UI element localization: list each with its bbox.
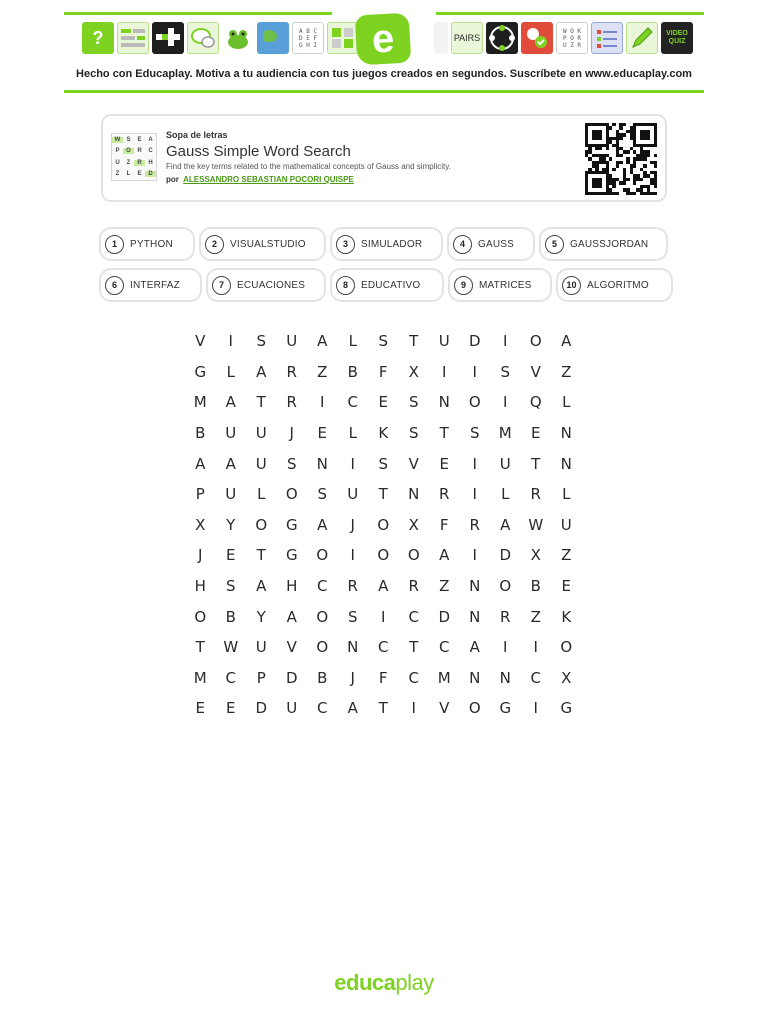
- grid-cell[interactable]: R: [500, 607, 511, 626]
- thumb-letter: R: [134, 160, 145, 166]
- word-list-row-1: [99, 227, 668, 261]
- grid-cell[interactable]: E: [531, 424, 541, 443]
- grid-cell[interactable]: B: [317, 668, 328, 687]
- thumb-letter: H: [148, 159, 153, 166]
- grid-cell[interactable]: J: [350, 515, 355, 534]
- grid-cell[interactable]: L: [562, 485, 571, 504]
- grid-cell[interactable]: U: [347, 485, 359, 504]
- word-text: INTERFAZ: [130, 279, 180, 291]
- activity-card: [101, 114, 667, 202]
- activity-type: Sopa de letras: [166, 130, 228, 140]
- pairs-icon: PAIRS: [451, 22, 483, 54]
- grid-cell[interactable]: A: [317, 332, 328, 351]
- thumb-letter: P: [115, 148, 120, 155]
- grid-cell[interactable]: I: [411, 699, 416, 718]
- grid-cell[interactable]: I: [472, 485, 477, 504]
- grid-cell[interactable]: I: [350, 454, 355, 473]
- grid-cell[interactable]: S: [469, 424, 480, 443]
- footer-logo: [0, 970, 768, 996]
- grid-cell[interactable]: O: [468, 699, 481, 718]
- word-pill: [448, 268, 552, 302]
- grid-cell[interactable]: G: [285, 546, 298, 565]
- grid-cell[interactable]: M: [193, 668, 207, 687]
- grid-cell[interactable]: A: [439, 546, 450, 565]
- grid-cell[interactable]: B: [195, 424, 206, 443]
- grid-cell[interactable]: U: [286, 699, 298, 718]
- grid-cell[interactable]: O: [316, 638, 329, 657]
- educaplay-logo: e: [355, 13, 412, 66]
- grid-cell[interactable]: X: [408, 515, 419, 534]
- grid-cell[interactable]: E: [317, 424, 327, 443]
- grid-cell[interactable]: D: [499, 546, 512, 565]
- video-quiz-icon: VIDEO QUIZ: [661, 22, 693, 54]
- thumb-letter: E: [137, 136, 142, 143]
- grid-cell[interactable]: M: [437, 668, 451, 687]
- grid-cell[interactable]: S: [378, 332, 389, 351]
- fill-blanks-icon: [117, 22, 149, 54]
- grid-cell[interactable]: Y: [226, 515, 236, 534]
- grid-cell[interactable]: Z: [439, 577, 450, 596]
- word-number: 9: [454, 276, 473, 295]
- grid-cell[interactable]: C: [408, 607, 419, 626]
- grid-cell[interactable]: O: [316, 546, 329, 565]
- grid-cell[interactable]: S: [347, 607, 358, 626]
- grid-cell[interactable]: U: [255, 454, 267, 473]
- thumb-letter: D: [145, 171, 156, 177]
- word-pill: [330, 268, 444, 302]
- grid-cell[interactable]: C: [317, 577, 328, 596]
- pencil-icon: [626, 22, 658, 54]
- grid-cell[interactable]: Z: [530, 607, 541, 626]
- grid-cell[interactable]: E: [378, 393, 388, 412]
- thumb-letter: C: [148, 148, 153, 155]
- grid-cell[interactable]: O: [194, 607, 207, 626]
- grid-cell[interactable]: D: [255, 699, 268, 718]
- grid-cell[interactable]: I: [442, 362, 447, 381]
- grid-cell[interactable]: U: [286, 332, 298, 351]
- word-search-grid: [185, 326, 582, 724]
- grid-cell[interactable]: U: [225, 424, 237, 443]
- grid-cell[interactable]: Z: [317, 362, 328, 381]
- grid-cell[interactable]: U: [255, 424, 267, 443]
- word-text: VISUALSTUDIO: [230, 238, 306, 250]
- word-number: 4: [453, 235, 472, 254]
- grid-cell[interactable]: A: [469, 638, 480, 657]
- grid-cell[interactable]: U: [560, 515, 572, 534]
- grid-cell[interactable]: O: [560, 638, 573, 657]
- grid-cell[interactable]: X: [530, 546, 541, 565]
- grid-cell[interactable]: A: [378, 577, 389, 596]
- thumb-letter: R: [137, 148, 142, 155]
- grid-cell[interactable]: H: [194, 577, 206, 596]
- thumb-letter: S: [126, 136, 131, 143]
- grid-cell[interactable]: V: [408, 454, 419, 473]
- grid-cell[interactable]: U: [255, 638, 267, 657]
- grid-cell[interactable]: N: [347, 638, 359, 657]
- grid-cell[interactable]: I: [320, 393, 325, 412]
- thumb-letter: A: [148, 136, 153, 143]
- qr-module: [654, 192, 657, 195]
- activity-title: Gauss Simple Word Search: [166, 143, 351, 160]
- grid-cell[interactable]: T: [378, 485, 388, 504]
- grid-cell[interactable]: T: [409, 332, 419, 351]
- game-icons-left: [82, 22, 359, 56]
- grid-cell[interactable]: A: [195, 454, 206, 473]
- word-text: GAUSSJORDAN: [570, 238, 649, 250]
- grid-cell[interactable]: T: [409, 638, 419, 657]
- grid-cell[interactable]: D: [438, 607, 451, 626]
- question-icon: ?: [82, 22, 114, 54]
- word-list-row-2: [99, 268, 673, 302]
- grid-cell[interactable]: L: [501, 485, 510, 504]
- word-pill: [330, 227, 443, 261]
- paper-icon: [434, 22, 448, 54]
- grid-cell[interactable]: I: [503, 638, 508, 657]
- grid-cell[interactable]: R: [530, 485, 541, 504]
- author-line: [166, 175, 354, 184]
- grid-cell[interactable]: L: [348, 332, 357, 351]
- grid-cell[interactable]: W: [528, 515, 544, 534]
- activity-description: Find the key terms related to the mathematical concepts of Gauss and simplicity.: [166, 162, 451, 171]
- grid-cell[interactable]: O: [468, 393, 481, 412]
- grid-cell[interactable]: R: [469, 515, 480, 534]
- memory-icon: [327, 22, 359, 54]
- grid-cell[interactable]: S: [256, 332, 267, 351]
- word-number: 3: [336, 235, 355, 254]
- grid-cell[interactable]: O: [285, 485, 298, 504]
- word-text: PYTHON: [130, 238, 173, 250]
- grid-cell[interactable]: A: [317, 515, 328, 534]
- grid-cell[interactable]: J: [289, 424, 294, 443]
- alphabet-grid-icon: A B C D E F G H I: [292, 22, 324, 54]
- grid-cell[interactable]: O: [316, 607, 329, 626]
- grid-cell[interactable]: O: [377, 546, 390, 565]
- grid-cell[interactable]: L: [562, 393, 571, 412]
- grid-cell[interactable]: R: [286, 362, 297, 381]
- author-link[interactable]: ALESSANDRO SEBASTIAN POCORI QUISPE: [183, 175, 354, 184]
- grid-cell[interactable]: I: [533, 699, 538, 718]
- grid-cell[interactable]: O: [499, 577, 512, 596]
- grid-cell[interactable]: F: [378, 668, 388, 687]
- grid-cell[interactable]: V: [195, 332, 206, 351]
- grid-cell[interactable]: E: [439, 454, 449, 473]
- grid-cell[interactable]: T: [256, 393, 266, 412]
- grid-cell[interactable]: L: [257, 485, 266, 504]
- word-number: 2: [205, 235, 224, 254]
- grid-cell[interactable]: U: [499, 454, 511, 473]
- grid-cell[interactable]: F: [378, 362, 388, 381]
- grid-cell[interactable]: I: [472, 546, 477, 565]
- header-top-line-left: [64, 12, 332, 15]
- list-icon: [591, 22, 623, 54]
- grid-cell[interactable]: L: [348, 424, 357, 443]
- grid-cell[interactable]: C: [317, 699, 328, 718]
- grid-cell[interactable]: N: [560, 454, 572, 473]
- grid-cell[interactable]: R: [408, 577, 419, 596]
- grid-cell[interactable]: G: [285, 515, 298, 534]
- thumb-letter: Z: [115, 171, 120, 178]
- grid-cell[interactable]: A: [256, 577, 267, 596]
- thumb-letter: E: [137, 171, 142, 178]
- grid-cell[interactable]: D: [468, 332, 481, 351]
- grid-cell[interactable]: A: [225, 454, 236, 473]
- header-top-line-right: [436, 12, 704, 15]
- grid-cell[interactable]: I: [381, 607, 386, 626]
- letter-soup-icon: W O K P O R U Z R: [556, 22, 588, 54]
- grid-cell[interactable]: T: [439, 424, 449, 443]
- word-pill: [99, 227, 195, 261]
- grid-cell[interactable]: N: [408, 485, 420, 504]
- grid-cell[interactable]: I: [533, 638, 538, 657]
- grid-cell[interactable]: A: [347, 699, 358, 718]
- grid-cell[interactable]: B: [347, 362, 358, 381]
- footer-logo-part-1: educa: [334, 970, 396, 995]
- grid-cell[interactable]: R: [347, 577, 358, 596]
- thumb-letter: L: [126, 171, 131, 178]
- grid-cell[interactable]: L: [226, 362, 235, 381]
- grid-cell[interactable]: A: [561, 332, 572, 351]
- grid-cell[interactable]: S: [408, 424, 419, 443]
- grid-cell[interactable]: O: [529, 332, 542, 351]
- grid-cell[interactable]: Q: [529, 393, 542, 412]
- crossword-icon: [152, 22, 184, 54]
- word-number: 5: [545, 235, 564, 254]
- grid-cell[interactable]: S: [408, 393, 419, 412]
- grid-cell[interactable]: R: [286, 393, 297, 412]
- grid-cell[interactable]: A: [225, 393, 236, 412]
- by-label: por: [166, 175, 179, 184]
- grid-cell[interactable]: E: [226, 699, 236, 718]
- grid-cell[interactable]: S: [225, 577, 236, 596]
- word-number: 6: [105, 276, 124, 295]
- word-pill: [99, 268, 202, 302]
- grid-cell[interactable]: U: [225, 485, 237, 504]
- grid-cell[interactable]: G: [560, 699, 573, 718]
- grid-cell[interactable]: C: [378, 638, 389, 657]
- quiz-check-icon: [521, 22, 553, 54]
- grid-cell[interactable]: A: [500, 515, 511, 534]
- grid-cell[interactable]: I: [503, 332, 508, 351]
- word-text: SIMULADOR: [361, 238, 423, 250]
- grid-cell[interactable]: J: [350, 668, 355, 687]
- grid-cell[interactable]: C: [530, 668, 541, 687]
- word-text: EDUCATIVO: [361, 279, 421, 291]
- word-pill: [206, 268, 326, 302]
- word-pill: [539, 227, 668, 261]
- thumb-letter: Z: [126, 159, 131, 166]
- grid-cell[interactable]: P: [256, 668, 266, 687]
- grid-cell[interactable]: R: [439, 485, 450, 504]
- thumb-letter: O: [123, 148, 134, 154]
- wheel-icon: [486, 22, 518, 54]
- grid-cell[interactable]: I: [503, 393, 508, 412]
- grid-cell[interactable]: T: [256, 546, 266, 565]
- word-text: GAUSS: [478, 238, 515, 250]
- grid-cell[interactable]: S: [317, 485, 328, 504]
- grid-cell[interactable]: O: [377, 515, 390, 534]
- grid-cell[interactable]: V: [286, 638, 297, 657]
- word-pill: [199, 227, 326, 261]
- word-number: 10: [562, 276, 581, 295]
- grid-cell[interactable]: O: [407, 546, 420, 565]
- word-number: 7: [212, 276, 231, 295]
- grid-cell[interactable]: S: [378, 454, 389, 473]
- grid-cell[interactable]: K: [561, 607, 572, 626]
- word-number: 1: [105, 235, 124, 254]
- grid-cell[interactable]: S: [286, 454, 297, 473]
- grid-cell[interactable]: I: [228, 332, 233, 351]
- word-pill: [447, 227, 535, 261]
- grid-cell[interactable]: E: [561, 577, 571, 596]
- grid-cell[interactable]: I: [350, 546, 355, 565]
- tagline: Hecho con Educaplay. Motiva a tu audiencia con tus juegos creados en segundos. Suscríbete en www.educaplay.com: [76, 68, 692, 80]
- word-number: 8: [336, 276, 355, 295]
- thumb-letter: U: [115, 159, 120, 166]
- grid-cell[interactable]: N: [438, 393, 450, 412]
- grid-cell[interactable]: W: [223, 638, 239, 657]
- grid-cell[interactable]: B: [225, 607, 236, 626]
- word-text: ECUACIONES: [237, 279, 306, 291]
- header-bottom-line: [64, 90, 704, 93]
- grid-cell[interactable]: F: [439, 515, 449, 534]
- grid-cell[interactable]: C: [347, 393, 358, 412]
- grid-cell[interactable]: Z: [561, 546, 572, 565]
- grid-cell[interactable]: M: [498, 424, 512, 443]
- grid-cell[interactable]: V: [439, 699, 450, 718]
- grid-cell[interactable]: O: [255, 515, 268, 534]
- grid-cell[interactable]: E: [195, 699, 205, 718]
- grid-cell[interactable]: A: [286, 607, 297, 626]
- grid-cell[interactable]: I: [472, 362, 477, 381]
- grid-cell[interactable]: V: [530, 362, 541, 381]
- grid-cell[interactable]: B: [530, 577, 541, 596]
- grid-cell[interactable]: K: [378, 424, 389, 443]
- grid-cell[interactable]: X: [195, 515, 206, 534]
- grid-cell[interactable]: C: [225, 668, 236, 687]
- grid-cell[interactable]: N: [469, 577, 481, 596]
- word-text: ALGORITMO: [587, 279, 649, 291]
- grid-cell[interactable]: A: [256, 362, 267, 381]
- footer-logo-part-2: play: [395, 970, 434, 995]
- grid-cell[interactable]: T: [531, 454, 541, 473]
- word-text: MATRICES: [479, 279, 532, 291]
- word-search-thumbnail: [111, 133, 157, 181]
- grid-cell[interactable]: U: [438, 332, 450, 351]
- grid-cell[interactable]: N: [469, 668, 481, 687]
- grid-cell[interactable]: G: [194, 362, 207, 381]
- grid-cell[interactable]: T: [195, 638, 205, 657]
- grid-cell[interactable]: N: [316, 454, 328, 473]
- grid-cell[interactable]: Y: [256, 607, 266, 626]
- grid-cell[interactable]: G: [499, 699, 512, 718]
- grid-cell[interactable]: N: [499, 668, 511, 687]
- grid-cell[interactable]: C: [408, 668, 419, 687]
- game-icons-right: [434, 22, 693, 56]
- frog-game-icon: [222, 22, 254, 54]
- thumb-letter: W: [112, 137, 123, 143]
- grid-cell[interactable]: I: [472, 454, 477, 473]
- grid-cell[interactable]: J: [198, 546, 203, 565]
- grid-cell[interactable]: E: [226, 546, 236, 565]
- grid-cell[interactable]: N: [560, 424, 572, 443]
- grid-cell[interactable]: S: [500, 362, 511, 381]
- map-icon: [257, 22, 289, 54]
- grid-cell[interactable]: X: [561, 668, 572, 687]
- grid-cell[interactable]: Z: [561, 362, 572, 381]
- grid-cell[interactable]: M: [193, 393, 207, 412]
- grid-cell[interactable]: N: [469, 607, 481, 626]
- dialog-icon: [187, 22, 219, 54]
- qr-code: [585, 123, 657, 195]
- grid-cell[interactable]: H: [286, 577, 298, 596]
- word-pill: [556, 268, 673, 302]
- grid-cell[interactable]: T: [378, 699, 388, 718]
- grid-cell[interactable]: X: [408, 362, 419, 381]
- grid-cell[interactable]: P: [195, 485, 205, 504]
- grid-cell[interactable]: D: [285, 668, 298, 687]
- grid-cell[interactable]: C: [439, 638, 450, 657]
